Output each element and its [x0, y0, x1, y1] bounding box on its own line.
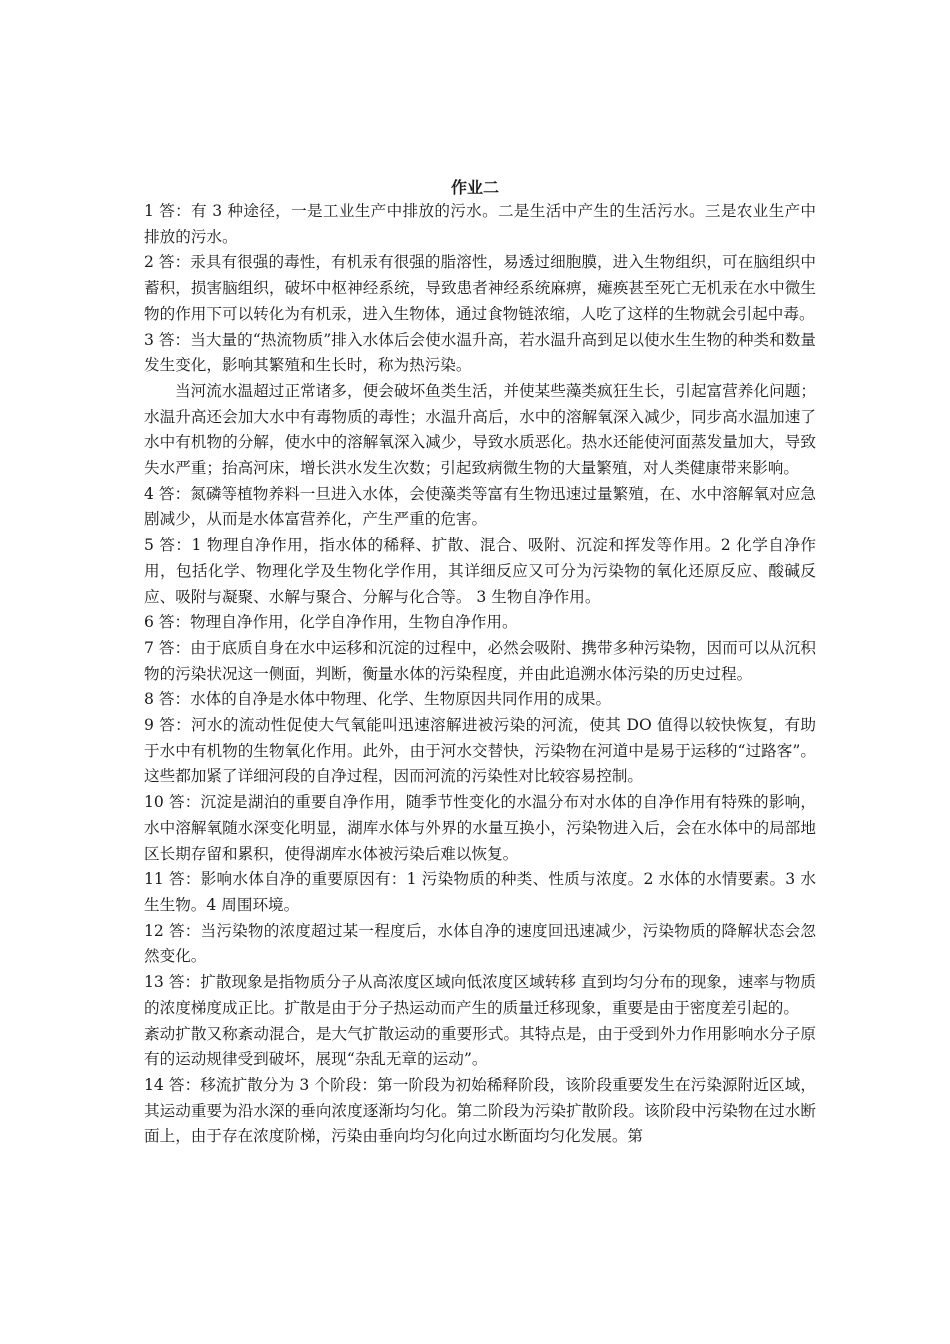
document-body [144, 199, 816, 1150]
answer-14: 14 答：移流扩散分为 3 个阶段：第一阶段为初始稀释阶段，该阶段重要发生在污染源附近区域，其运动重要为沿水深的垂向浓度逐渐均匀化。第二阶段为污染扩散阶段。该阶段中污染物在过水断面上，由于存在浓度阶梯，污染由垂向均匀化向过水断面均匀化发展。第 [144, 1075, 816, 1146]
answer-1: 1 答：有 3 种途径，一是工业生产中排放的污水。二是生活中产生的生活污水。三是农业生产中排放的污水。 [144, 202, 816, 246]
answer-13: 13 答：扩散现象是指物质分子从高浓度区域向低浓度区域转移 直到均匀分布的现象，速率与物质的浓度梯度成正比。扩散是由于分子热运动而产生的质量迁移现象，重要是由于密度差引起的。 [144, 973, 816, 1017]
answer-4: 4 答：氮磷等植物养料一旦进入水体，会使藻类等富有生物迅速过量繁殖，在、水中溶解氧对应急剧减少，从而是水体富营养化，产生严重的危害。 [144, 484, 816, 529]
answer-2: 2 答：汞具有很强的毒性，有机汞有很强的脂溶性，易透过细胞膜，进入生物组织，可在脑组织中蓄积，损害脑组织，破坏中枢神经系统，导致患者神经系统麻痹，瘫痪甚至死亡无机汞在水中微生物的作用下可以转化为有机汞，进入生物体，通过食物链浓缩，人吃了这样的生物就会引起中毒。 [144, 253, 816, 323]
answer-3-continued: 当河流水温超过正常诸多，便会破坏鱼类生活，并使某些藻类疯狂生长，引起富营养化问题；水温升高还会加大水中有毒物质的毒性；水温升高后，水中的溶解氧深入减少，同步高水温加速了水中有机物的分解，使水中的溶解氧深入减少，导致水质恶化。热水还能使河面蒸发量加大，导致失水严重；抬高河床，增长洪水发生次数；引起致病微生物的大量繁殖，对人类健康带来影响。 [144, 381, 816, 478]
answer-13-continued: 紊动扩散又称紊动混合，是大气扩散运动的重要形式。其特点是，由于受到外力作用影响水分子原有的运动规律受到破坏，展现“杂乱无章的运动”。 [144, 1024, 816, 1069]
answer-5: 5 答：1 物理自净作用，指水体的稀释、扩散、混合、吸附、沉淀和挥发等作用。2 化学自净作用，包括化学、物理化学及生物化学作用，其详细反应又可分为污染物的氧化还原反应、酸碱反应、吸附与凝聚、水解与聚合、分解与化合等。 3 生物自净作用。 [144, 536, 816, 606]
answer-9: 9 答：河水的流动性促使大气氧能叫迅速溶解进被污染的河流，使其 DO 值得以较快恢复，有助于水中有机物的生物氧化作用。此外，由于河水交替快，污染物在河道中是易于运移的“过路客”。这些都加紧了详细河段的自净过程，因而河流的污染性对比较容易控制。 [144, 716, 816, 786]
document-title: 作业二 [450, 178, 499, 197]
answer-7: 7 答：由于底质自身在水中运移和沉淀的过程中，必然会吸附、携带多种污染物，因而可以从沉积物的污染状况这一侧面，判断，衡量水体的污染程度，并由此追溯水体污染的历史过程。 [144, 638, 816, 683]
answer-11: 11 答：影响水体自净的重要原因有：1 污染物质的种类、性质与浓度。2 水体的水情要素。3 水生生物。4 周围环境。 [144, 870, 816, 914]
answer-3: 3 答：当大量的“热流物质”排入水体后会使水温升高，若水温升高到足以使水生生物的种类和数量发生变化，影响其繁殖和生长时，称为热污染。 [144, 330, 816, 375]
answer-10: 10 答：沉淀是湖泊的重要自净作用，随季节性变化的水温分布对水体的自净作用有特殊的影响，水中溶解氧随水深变化明显，湖库水体与外界的水量互换小，污染物进入后，会在水体中的局部地区长期存留和累积，使得湖库水体被污染后难以恢复。 [144, 793, 816, 863]
answer-8: 8 答：水体的自净是水体中物理、化学、生物原因共同作用的成果。 [144, 690, 612, 709]
answer-12: 12 答：当污染物的浓度超过某一程度后，水体自净的速度回迅速减少，污染物质的降解状态会忽然变化。 [144, 921, 816, 966]
answer-6: 6 答：物理自净作用，化学自净作用，生物自净作用。 [144, 613, 518, 632]
